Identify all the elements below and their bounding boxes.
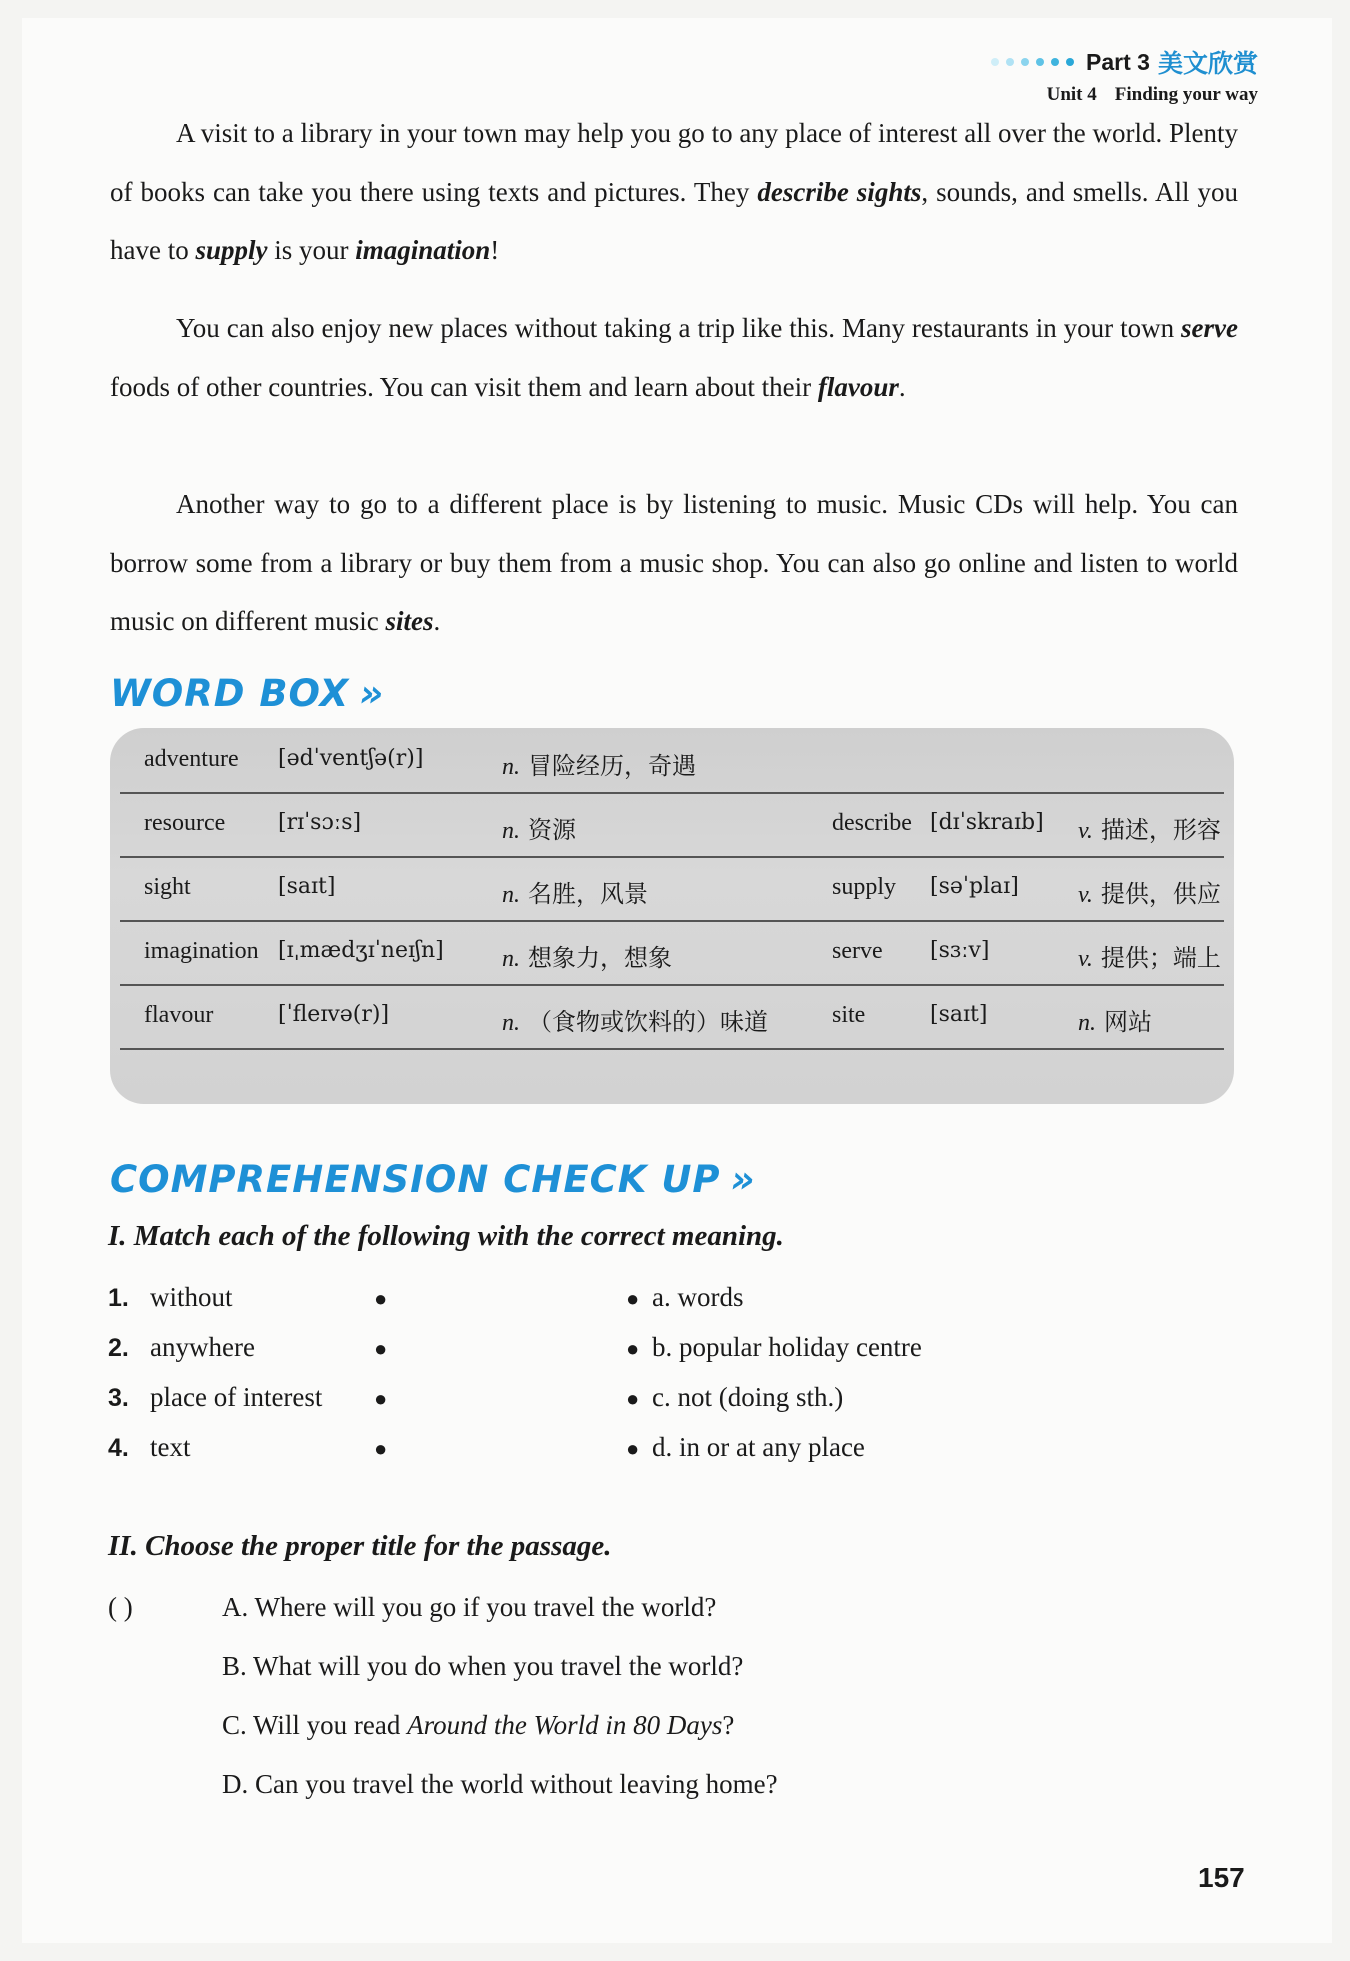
unit-title: Finding your way	[1114, 84, 1258, 105]
match-meaning: d. in or at any place	[652, 1432, 865, 1462]
decorative-dots	[991, 58, 1074, 66]
dot-icon	[1021, 58, 1029, 66]
option-c: C. Will you read Around the World in 80 Days?	[222, 1710, 735, 1740]
match-meaning: a. words	[652, 1282, 744, 1312]
meaning-text: 描述，形容	[1100, 818, 1221, 844]
part-of-speech: v.	[1078, 818, 1093, 844]
match-meaning: b. popular holiday centre	[652, 1332, 922, 1362]
part-of-speech: v.	[1078, 946, 1093, 972]
keyword: flavour	[817, 371, 899, 402]
word-box-row	[120, 984, 1224, 1050]
word: site	[832, 1002, 866, 1028]
meaning	[1078, 746, 1086, 773]
meaning-text: 想象力，想象	[528, 946, 672, 972]
part-label: Part 3	[1086, 48, 1150, 75]
passage-paragraph-2: You can also enjoy new places without taking a trip like this. Many restaurants in your town serve foods of other countries. You can visit them and learn about their flavour.	[110, 313, 1238, 402]
match-dot-right[interactable]: ●	[626, 1286, 640, 1311]
running-header	[991, 44, 1258, 106]
meaning	[502, 746, 696, 781]
phonetic: [ˈfleɪvə(r)]	[278, 1002, 390, 1027]
match-dot-left[interactable]: ●	[374, 1336, 388, 1361]
meaning	[502, 810, 576, 845]
part-of-speech: n.	[502, 946, 520, 972]
word-box-row	[120, 856, 1224, 922]
word: imagination	[144, 938, 259, 964]
word: adventure	[144, 746, 239, 772]
comprehension-title: COMPREHENSION CHECK UP »	[110, 1158, 756, 1201]
book-title: Around the World in 80 Days	[407, 1710, 723, 1740]
word-box-row	[120, 728, 1224, 794]
keyword: imagination	[355, 235, 491, 265]
match-term: place of interest	[150, 1382, 323, 1412]
phonetic: [rɪˈsɔːs]	[278, 810, 362, 835]
keyword: serve	[1181, 313, 1238, 343]
word-box-title: WORD BOX »	[110, 672, 385, 715]
part-of-speech: n.	[502, 754, 520, 780]
word-box-row	[120, 792, 1224, 858]
question-2-heading: II. Choose the proper title for the passage.	[108, 1530, 612, 1562]
option-d: D. Can you travel the world without leaving home?	[222, 1769, 778, 1799]
match-term: anywhere	[150, 1332, 255, 1362]
match-dot-left[interactable]: ●	[374, 1286, 388, 1311]
phonetic: [saɪt]	[278, 874, 336, 899]
phonetic: [ɪˌmædʒɪˈneɪʃn]	[278, 938, 444, 963]
meaning-text: 冒险经历，奇遇	[528, 754, 696, 780]
match-term: without	[150, 1282, 233, 1312]
phonetic: [sɜːv]	[930, 938, 990, 963]
part-chinese-title: 美文欣赏	[1157, 50, 1258, 78]
part-of-speech: n.	[502, 882, 520, 908]
match-dot-right[interactable]: ●	[626, 1386, 640, 1411]
match-dot-left[interactable]: ●	[374, 1386, 388, 1411]
phonetic: [saɪt]	[930, 1002, 988, 1027]
word: describe	[832, 810, 912, 836]
dot-icon	[1051, 58, 1059, 66]
item-number: 3.	[108, 1384, 129, 1412]
word-box-row	[120, 920, 1224, 986]
chevron-right-icon: »	[359, 672, 385, 715]
dot-icon	[991, 58, 999, 66]
word: supply	[832, 874, 897, 900]
meaning-text: 提供，供应	[1100, 882, 1221, 908]
word: flavour	[144, 1002, 214, 1028]
question-1-heading: I. Match each of the following with the correct meaning.	[108, 1220, 784, 1252]
meaning	[1078, 1002, 1152, 1037]
keyword: supply	[195, 235, 268, 265]
phonetic: [ədˈventʃə(r)]	[278, 746, 424, 771]
keyword: sites	[385, 606, 434, 636]
passage-paragraph-3: Another way to go to a different place is by listening to music. Music CDs will help. You can borrow some from a library or buy them from a music shop. You can also go online and listen to world music on different music sites.	[110, 489, 1238, 636]
meaning-text: （食物或饮料的）味道	[528, 1010, 768, 1036]
meaning	[502, 874, 648, 909]
meaning	[502, 1002, 768, 1037]
word: sight	[144, 874, 191, 900]
word-box-table	[110, 728, 1234, 1104]
match-term: text	[150, 1432, 191, 1462]
match-dot-right[interactable]: ●	[626, 1436, 640, 1461]
item-number: 4.	[108, 1434, 129, 1462]
item-number: 1.	[108, 1284, 129, 1312]
dot-icon	[1036, 58, 1044, 66]
meaning	[1078, 874, 1221, 909]
part-of-speech: n.	[1078, 1010, 1096, 1036]
meaning	[1078, 810, 1221, 845]
meaning-text: 资源	[528, 818, 576, 844]
match-meaning: c. not (doing sth.)	[652, 1382, 844, 1412]
keyword: describe sights	[757, 176, 922, 207]
item-number: 2.	[108, 1334, 129, 1362]
option-b: B. What will you do when you travel the world?	[222, 1651, 744, 1681]
meaning-text: 提供；端上	[1100, 946, 1221, 972]
dot-icon	[1066, 58, 1074, 66]
match-dot-right[interactable]: ●	[626, 1336, 640, 1361]
part-of-speech: v.	[1078, 882, 1093, 908]
word: serve	[832, 938, 883, 964]
chevron-right-icon: »	[730, 1158, 756, 1201]
phonetic: [dɪˈskraɪb]	[930, 810, 1044, 835]
answer-blank[interactable]: ( )	[108, 1592, 133, 1622]
meaning-text: 名胜，风景	[528, 882, 648, 908]
phonetic: [səˈplaɪ]	[930, 874, 1019, 899]
option-a: A. Where will you go if you travel the world?	[222, 1592, 717, 1622]
passage-paragraph-1: A visit to a library in your town may help you go to any place of interest all over the world. Plenty of books can take you there using texts and pictures. They describe sights, sounds, and smells. All you have to supply is your imagination!	[110, 118, 1238, 265]
unit-label: Unit 4	[1046, 84, 1097, 105]
meaning	[1078, 938, 1221, 973]
meaning	[502, 938, 672, 973]
meaning-text: 网站	[1104, 1010, 1152, 1036]
part-of-speech: n.	[502, 1010, 520, 1036]
page-number: 157	[1198, 1862, 1245, 1893]
dot-icon	[1006, 58, 1014, 66]
part-of-speech: n.	[502, 818, 520, 844]
word: resource	[144, 810, 226, 836]
match-dot-left[interactable]: ●	[374, 1436, 388, 1461]
